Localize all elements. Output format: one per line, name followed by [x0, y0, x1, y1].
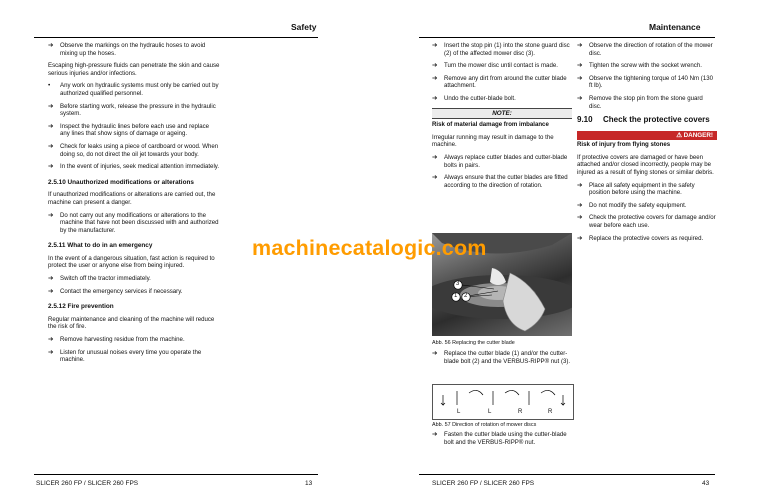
arrow-right-icon: ➔ [577, 62, 583, 70]
arrow-right-icon: ➔ [48, 336, 54, 344]
list-item: ➔ Inspect the hydraulic lines before each use and replace any lines that show signs of damage or ageing. [48, 122, 210, 138]
section-number: 9.10 [577, 115, 593, 125]
arrow-right-icon: ➔ [577, 234, 583, 242]
list-item: ➔ Switch off the tractor immediately. [48, 275, 151, 283]
paragraph: If unauthorized modifications or alterations are carried out, the machine can present a danger. [48, 191, 216, 206]
section-heading: 2.5.11 What to do in an emergency [48, 242, 153, 250]
figure-56-caption: Abb. 56 Replacing the cutter blade [432, 340, 515, 346]
arrow-right-icon: ➔ [577, 94, 583, 102]
list-item: ➔ Replace the cutter blade (1) and/or the cutter-blade bolt (2) and the VERBUS-RIPP® nut (3). [432, 350, 571, 365]
list-item: ➔ Check for leaks using a piece of cardboard or wood. When doing so, do not direct the oil jet towards your body. [48, 142, 219, 158]
bullet-dot-icon: • [48, 82, 51, 90]
page-header-maintenance: Maintenance [649, 22, 701, 32]
list-item: ➔ Observe the direction of rotation of the mower disc. [577, 42, 713, 57]
warning-triangle-icon: ⚠ [676, 131, 682, 139]
section-title: Check the protective covers [603, 115, 710, 125]
arrow-right-icon: ➔ [48, 287, 54, 295]
arrow-right-icon: ➔ [432, 62, 438, 70]
arrow-right-icon: ➔ [577, 42, 583, 49]
arrow-right-icon: ➔ [48, 348, 54, 356]
right-col2 [577, 42, 717, 247]
arrow-right-icon: ➔ [48, 142, 54, 150]
rotation-direction-diagram [432, 384, 574, 420]
list-item: ➔ Replace the protective covers as required. [577, 234, 704, 242]
list-item: ➔ Remove the stop pin from the stone guard disc. [577, 94, 703, 110]
callout-2: 2 [464, 293, 468, 299]
list-item: ➔ Contact the emergency services if necessary. [48, 287, 183, 295]
arrow-right-icon: ➔ [432, 153, 438, 161]
arrow-right-icon: ➔ [577, 181, 583, 189]
dir-label-l2: L [488, 409, 492, 415]
list-item: ➔ Observe the tightening torque of 140 Nm (130 ft lb). [577, 74, 713, 90]
list-item: ➔ Tighten the screw with the socket wrench. [577, 62, 702, 70]
list-item: ➔ Always replace cutter blades and cutter-blade bolts in pairs. [432, 153, 568, 169]
section-heading-9-10 [577, 115, 717, 125]
paragraph: Regular maintenance and cleaning of the machine will reduce the risk of fire. [48, 315, 215, 331]
watermark: machinecatalogic.com [252, 236, 487, 260]
figure-57-step [432, 431, 572, 451]
note-banner: NOTE: [432, 108, 572, 120]
paragraph: In the event of a dangerous situation, fast action is required to protect the user or anyone else from being injured. [48, 254, 215, 270]
left-content-column [48, 42, 220, 369]
list-item: ➔ Remove harvesting residue from the machine. [48, 336, 185, 344]
list-item: ➔ Fasten the cutter blade using the cutter-blade bolt and the VERBUS-RIPP® nut. [432, 431, 567, 446]
arrow-right-icon: ➔ [432, 42, 438, 49]
footer-divider [419, 474, 715, 475]
arrow-right-icon: ➔ [577, 201, 583, 209]
header-divider [34, 37, 318, 38]
page-number: 43 [702, 480, 710, 487]
callout-1: 1 [454, 293, 458, 299]
list-item: ➔ Insert the stop pin (1) into the stone guard disc (2) of the affected mower disc (3). [432, 42, 570, 57]
figure-56-step [432, 350, 572, 370]
arrow-right-icon: ➔ [432, 174, 438, 182]
footer-model: SLICER 260 FP / SLICER 260 FPS [432, 480, 535, 487]
callout-3: 3 [456, 281, 460, 287]
list-item: ➔ Check the protective covers for damage and/or wear before each use. [577, 214, 716, 229]
arrow-right-icon: ➔ [48, 275, 54, 283]
list-item: ➔ Before starting work, release the pressure in the hydraulic system. [48, 102, 216, 118]
arrow-right-icon: ➔ [48, 122, 54, 130]
right-col1-top [432, 42, 572, 194]
dir-label-r1: R [518, 409, 523, 415]
list-item: ➔ Turn the mower disc until contact is made. [432, 62, 558, 70]
dir-label-l1: L [457, 409, 461, 415]
arrow-right-icon: ➔ [432, 350, 438, 357]
danger-risk: Risk of injury from flying stones [577, 141, 671, 149]
note-risk: Risk of material damage from imbalance [432, 121, 549, 129]
danger-banner: ⚠ DANGER! [577, 131, 717, 141]
header-divider [419, 37, 715, 38]
list-item: ➔ Do not modify the safety equipment. [577, 201, 687, 209]
arrow-right-icon: ➔ [577, 74, 583, 82]
list-item: ➔ Place all safety equipment in the safety position before using the machine. [577, 181, 695, 197]
list-item: ➔ Do not carry out any modifications or alterations to the machine that have not been discussed with and authorized by the manufacturer. [48, 211, 219, 234]
figure-57-caption: Abb. 57 Direction of rotation of mower discs [432, 422, 537, 428]
list-item: ➔ Always ensure that the cutter blades are fitted according to the direction of rotation. [432, 174, 568, 189]
footer-divider [34, 474, 318, 475]
arrow-right-icon: ➔ [577, 214, 583, 222]
arrow-right-icon: ➔ [48, 42, 54, 49]
arrow-right-icon: ➔ [48, 211, 54, 219]
list-item: ➔ Observe the markings on the hydraulic hoses to avoid mixing up the hoses. [48, 42, 206, 57]
footer-model: SLICER 260 FP / SLICER 260 FPS [36, 480, 139, 487]
list-item: ➔ Listen for unusual noises every time you operate the machine. [48, 348, 202, 364]
arrow-right-icon: ➔ [48, 163, 54, 171]
page-header-safety: Safety [291, 22, 317, 32]
section-heading: 2.5.12 Fire prevention [48, 303, 114, 311]
paragraph: Irregular running may result in damage to the machine. [432, 133, 554, 149]
list-item: ➔ In the event of injuries, seek medical attention immediately. [48, 163, 220, 171]
arrow-right-icon: ➔ [48, 102, 54, 110]
section-heading: 2.5.10 Unauthorized modifications or alterations [48, 178, 194, 186]
list-item: • Any work on hydraulic systems must only be carried out by authorized qualified personnel. [48, 82, 219, 97]
arrow-right-icon: ➔ [432, 74, 438, 82]
arrow-right-icon: ➔ [432, 94, 438, 102]
arrow-right-icon: ➔ [432, 431, 438, 438]
paragraph: If protective covers are damaged or have been attached and/or closed incorrectly, people may be injured as a result of flying stones or similar debris. [577, 153, 714, 177]
paragraph: Escaping high-pressure fluids can penetrate the skin and cause serious injuries and/or infections. [48, 62, 220, 77]
page-number: 13 [305, 480, 313, 487]
list-item: ➔ Undo the cutter-blade bolt. [432, 94, 516, 102]
dir-label-r2: R [548, 409, 553, 415]
list-item: ➔ Remove any dirt from around the cutter blade attachment. [432, 74, 567, 90]
